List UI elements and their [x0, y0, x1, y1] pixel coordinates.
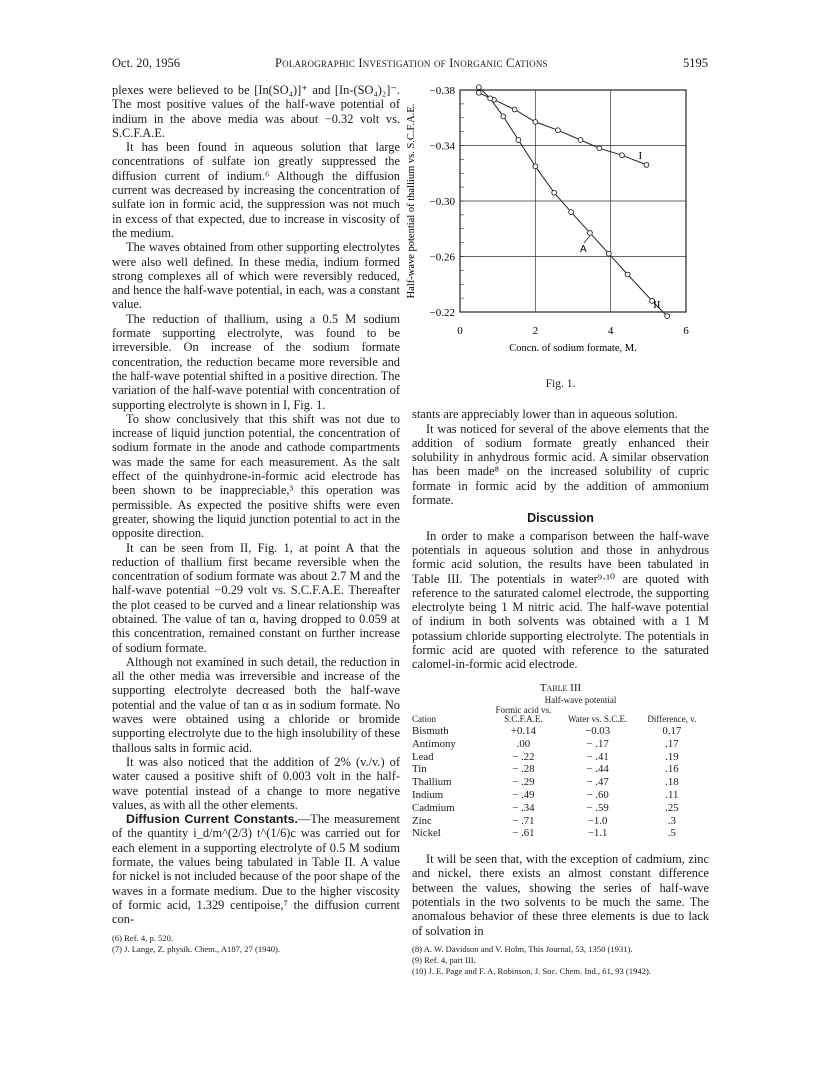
data-point-I — [556, 128, 561, 133]
table-cell: Lead — [412, 750, 434, 763]
x-tick-label: 2 — [532, 325, 539, 337]
table-cell: Nickel — [412, 827, 441, 840]
x-axis-label: Concn. of sodium formate, M. — [509, 343, 637, 354]
paragraph: It can be seen from II, Fig. 1, at point A that the reduction of thallium first became reversible when the concentration of sodium formate was about 2.7 M and the half-wave potential −0.29 volt vs. S.C.F.A.E. Thereafter the plot ceased to be curved and a linear relationship was obtained. The value of tan α, having dropped to 0.059 at this concentration, remained constant on further increase of sodium formate. — [112, 540, 400, 655]
right-column — [412, 377, 709, 977]
table-cell: .25 — [665, 801, 679, 814]
table-3 — [412, 682, 709, 840]
footnotes — [412, 944, 709, 977]
paragraph: It was also noticed that the addition of 2% (v./v.) of water caused a positive shift of 0.003 volt in the half-wave potential instead of a change to more negative values, as with all the other elements. — [112, 754, 400, 812]
paragraph: Although not examined in such detail, the reduction in all the other media was irreversible and increase of the supporting electrolyte decreased both the half-wave potential and the value of tan α as in sodium formate. No waves were obtained using a chloride or bromide supporting electrolyte due to the high insolubility of these thallous salts in formic acid. — [112, 654, 400, 755]
table-cell: − .47 — [586, 776, 609, 789]
header-page-number: 5195 — [683, 56, 708, 70]
table-cell: Tin — [412, 763, 427, 776]
data-point-II — [665, 314, 670, 319]
table-row — [412, 827, 709, 840]
table-cell: −0.03 — [585, 724, 611, 737]
table-cell: − .41 — [586, 750, 609, 763]
data-point-I — [476, 90, 481, 95]
table-column-header: Cation — [412, 714, 436, 725]
paragraph: It was noticed for several of the above elements that the addition of sodium formate greatly enhanced their solubility in anhydrous formic acid. A similar observation has been made⁸ on the increased solubility of cupric formate in formic acid by the addition of ammonium formate. — [412, 421, 709, 508]
paragraph: In order to make a comparison between the half-wave potentials in aqueous solution and those in anhydrous formic acid solution, the results have been tabulated in Table III. The potentials in water⁹·¹⁰ are quoted with reference to the saturated calomel electrode, the supporting electrolyte being 1 M nitric acid. The half-wave potential of indium in both solvents was obtained with a 1 M potassium chloride supporting electrolyte. The potentials in formic acid are quoted with reference to the saturated calomel-in-formic acid electrode. — [412, 528, 709, 672]
footnote: (9) Ref. 4, part III. — [412, 954, 476, 965]
table-cell: − .29 — [512, 776, 535, 789]
curve-ii-label: II — [653, 299, 661, 312]
table-cell: −1.0 — [587, 814, 608, 827]
data-point-II — [488, 96, 493, 101]
paragraph: To show conclusively that this shift was not due to increase of liquid junction potential, the concentration of sodium formate in the anode and cathode compartments was made the same for each measurement. As the salt effect of the quinhydrone-in-formic acid electrode has been shown to be inappreciable,³ this operation was permissible. As expected the positive shifts were even greater, showing the liquid junction potential to act in the opposite direction. — [112, 411, 400, 541]
footnote: (10) J. E. Page and F. A. Robinson, J. Soc. Chem. Ind., 61, 93 (1942). — [412, 965, 651, 976]
table-cell: − .71 — [512, 814, 535, 827]
table-cell: − .44 — [586, 763, 609, 776]
footnote: (7) J. Lange, Z. physik. Chem., A187, 27 (1940). — [112, 943, 281, 954]
y-tick-label: −0.26 — [429, 251, 455, 264]
point-a-label: A — [579, 243, 587, 255]
paragraph: It will be seen that, with the exception of cadmium, zinc and nickel, there exists an almost constant difference between the values, showing the series of half-wave potentials in the two solvents to be much the same. The anomalous behavior of these three elements is due to lack of solvation in — [412, 852, 709, 938]
curve-i-label: I — [638, 149, 643, 162]
table-title: Table III — [539, 681, 582, 694]
paragraph: It has been found in aqueous solution that large concentrations of sulfate ion greatly suppressed the diffusion current of indium.⁶ Although the diffusion current was decreased by increasing the concentration of sulfate ion in formic acid, the suppression was not much in excess of that expected, due to increase in viscosity of the medium. — [112, 140, 400, 240]
table-cell: − .28 — [512, 763, 535, 776]
figure-caption: Fig. 1. — [545, 378, 576, 390]
table-cell: .17 — [665, 737, 679, 750]
table-cell: .5 — [667, 827, 676, 840]
data-point-II — [625, 272, 630, 277]
table-row — [412, 738, 709, 751]
data-point-II — [476, 85, 481, 90]
table-cell: − .17 — [586, 737, 609, 750]
table-row — [412, 815, 709, 828]
footnote: (6) Ref. 4, p. 520. — [112, 932, 174, 943]
x-tick-label: 6 — [683, 325, 689, 337]
table-cell: − .59 — [586, 801, 609, 814]
table-column-header: Difference, v. — [647, 714, 697, 725]
series-line-II — [479, 87, 667, 316]
table-row — [412, 751, 709, 764]
table-cell: Indium — [412, 788, 444, 801]
table-cell: −1.1 — [587, 827, 608, 840]
table-cell: .19 — [665, 750, 679, 763]
table-cell: .00 — [516, 737, 531, 750]
paragraph — [112, 812, 400, 926]
data-point-I — [533, 120, 538, 125]
x-tick-label: 0 — [457, 325, 463, 337]
footnote: (8) A. W. Davidson and V. Holm, This Journal, 53, 1350 (1931). — [412, 943, 633, 954]
table-row — [412, 776, 709, 789]
left-column — [112, 83, 400, 955]
data-point-I — [620, 153, 625, 158]
data-point-II — [606, 251, 611, 256]
table-cell: .18 — [665, 776, 679, 789]
header-title: Polarographic Investigation of Inorganic Cations — [275, 56, 548, 70]
section-heading: Discussion — [527, 511, 594, 526]
y-tick-label: −0.30 — [429, 196, 455, 208]
paragraph-text: —The measurement of the quantity i_d/m^(2/3) t^(1/6)c was carried out for each element in a supporting electrolyte of 0.5 M sodium formate, the values being tabulated in Table II. A value for nickel is not included because of the poor shape of the waves in a formate medium. Due to the higher viscosity of formic acid, 1.329 centipoise,⁷ the diffusion current con- — [112, 812, 400, 927]
paragraph: plexes were believed to be [In(SO₄)]⁺ and [In-(SO₄)₂]⁻. The most positive values of the half-wave potential of indium in the above media was about −0.32 volt vs. S.C.F.A.E. — [112, 83, 400, 140]
table-cell: − .49 — [512, 788, 535, 801]
x-tick-label: 4 — [607, 325, 614, 337]
paragraph: stants are appreciably lower than in aqueous solution. — [412, 407, 678, 422]
table-3-grid — [412, 696, 709, 840]
table-column-header: Water vs. S.C.E. — [567, 714, 628, 725]
y-tick-label: −0.22 — [429, 307, 455, 319]
data-point-II — [552, 190, 557, 195]
data-point-I — [597, 146, 602, 151]
header-date: Oct. 20, 1956 — [112, 56, 181, 70]
run-in-heading: Diffusion Current Constants. — [126, 812, 298, 827]
data-point-I — [512, 107, 517, 112]
table-row — [412, 725, 709, 738]
y-axis-label: Half-wave potential of thallium vs. S.C.F.A.E. — [406, 103, 417, 299]
table-cell: 0.17 — [662, 724, 682, 737]
chart-labels — [406, 85, 689, 354]
table-cell: − .61 — [512, 827, 535, 840]
table-row — [412, 802, 709, 815]
table-cell: − .60 — [586, 788, 609, 801]
point-a-marker — [584, 236, 590, 243]
data-point-II — [501, 114, 506, 119]
chart-grid — [460, 90, 686, 312]
footnotes — [112, 933, 400, 955]
table-cell: Thallium — [412, 776, 452, 789]
y-tick-label: −0.38 — [429, 85, 455, 97]
table-cell: +0.14 — [510, 724, 536, 737]
table-cell: Zinc — [412, 814, 432, 827]
paragraph: The reduction of thallium, using a 0.5 M sodium formate supporting electrolyte, was found to be irreversible. On increase of the sodium formate concentration, the reduction became more reversible and the half-wave potential shifted in a positive direction. The variation of the half-wave potential with concentration of supporting electrolyte is shown in I, Fig. 1. — [112, 311, 400, 412]
table-row — [412, 789, 709, 802]
data-point-I — [644, 163, 649, 168]
paragraph: The waves obtained from other supporting electrolytes were also well defined. In these media, indium formed strong complexes all of which were reversibly reduced, and hence the half-wave potential, in each, was a constant value. — [112, 240, 400, 312]
table-cell: Antimony — [412, 737, 456, 750]
table-cell: .11 — [665, 788, 679, 801]
data-point-II — [588, 231, 593, 236]
table-row — [412, 763, 709, 776]
figure-1-chart — [398, 82, 723, 380]
table-cell: − .22 — [512, 750, 535, 763]
data-point-II — [516, 138, 521, 143]
table-cell: .16 — [665, 763, 679, 776]
data-point-II — [569, 210, 574, 215]
y-tick-label: −0.34 — [429, 140, 455, 153]
table-column-header: Formic acid vs. S.C.F.A.E. — [495, 704, 552, 725]
data-point-II — [533, 164, 538, 169]
table-group-header: Half-wave potential — [544, 695, 617, 706]
chart-lines — [479, 87, 667, 316]
table-cell: .3 — [667, 814, 676, 827]
table-cell: Cadmium — [412, 801, 455, 814]
table-cell: − .34 — [512, 801, 535, 814]
table-cell: Bismuth — [412, 724, 449, 737]
data-point-I — [578, 138, 583, 143]
